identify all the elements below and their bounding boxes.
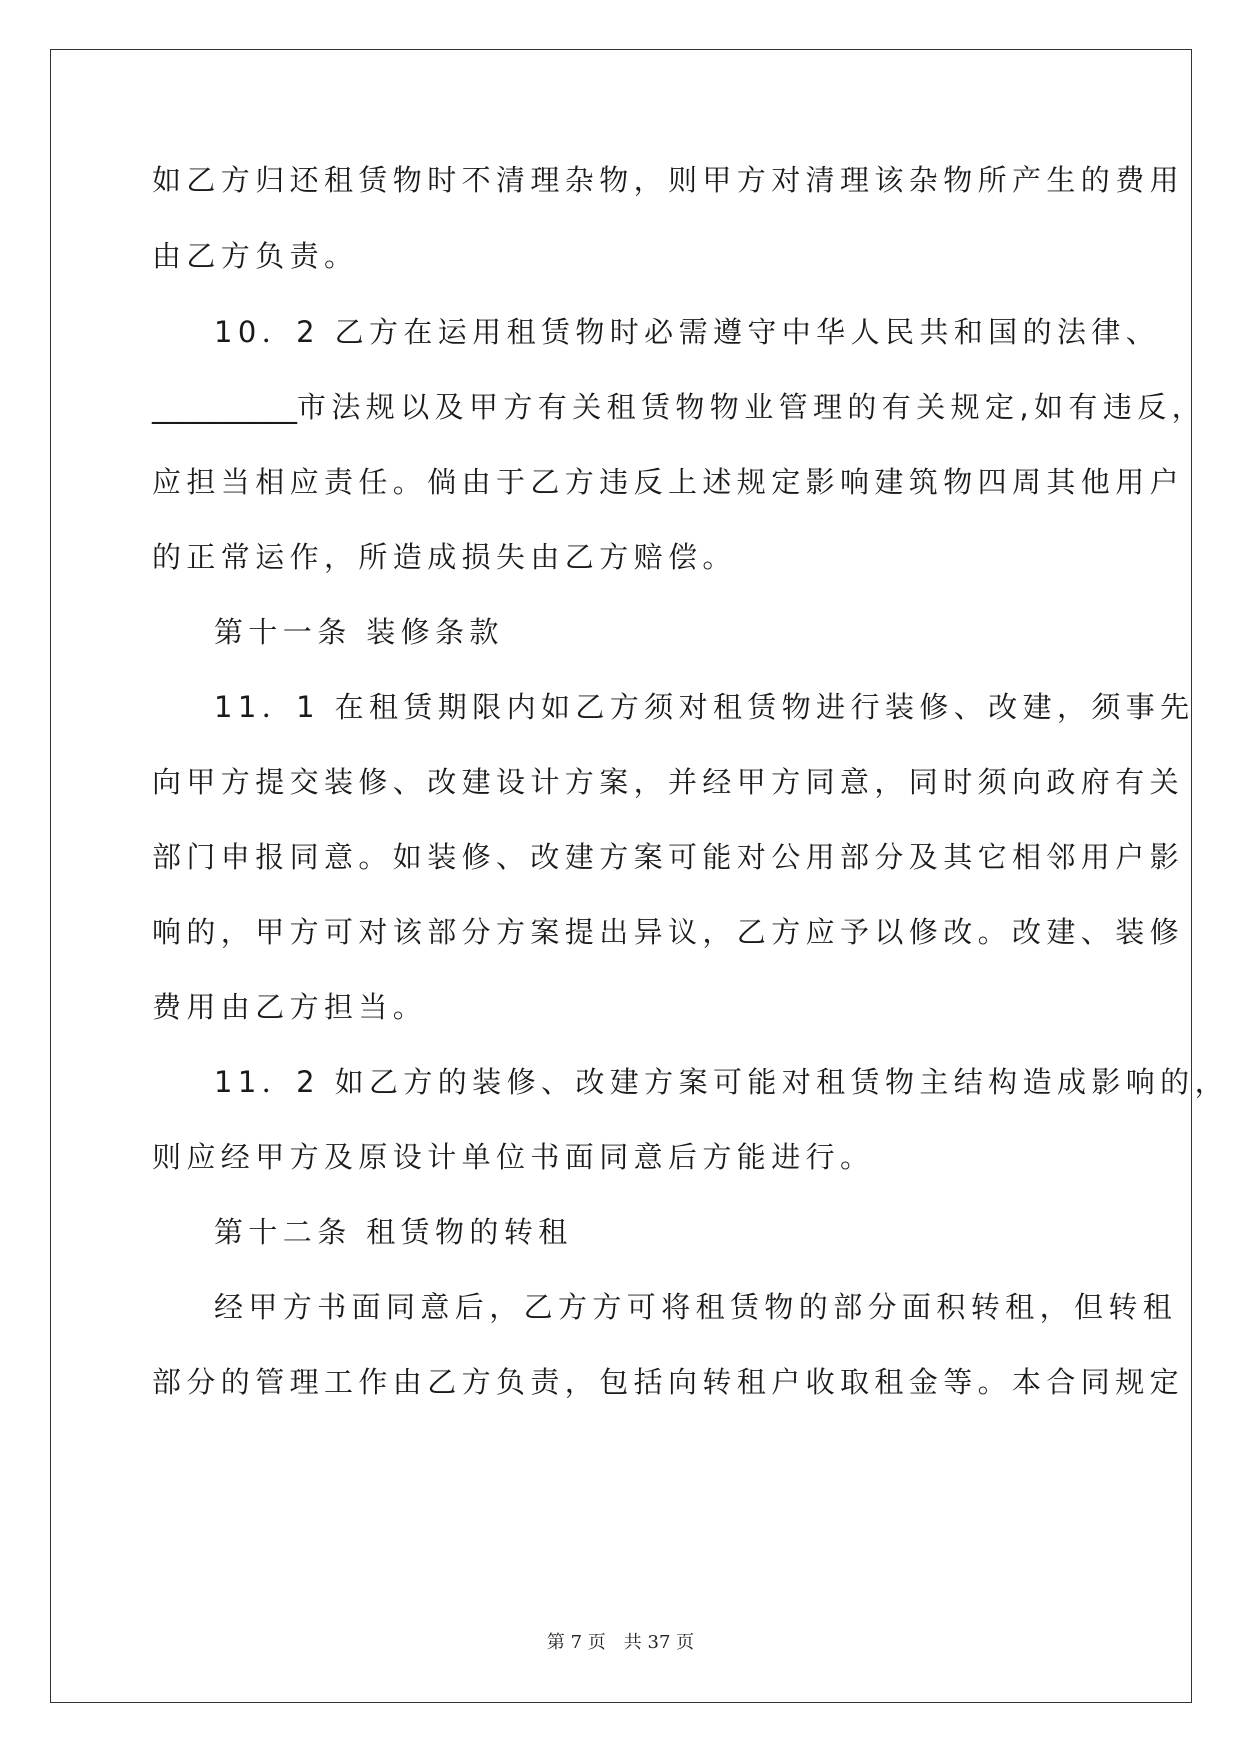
paragraph-line: 部门申报同意。如装修、改建方案可能对公用部分及其它相邻用户影 [152,840,1185,874]
page-number-footer [0,1628,1241,1654]
paragraph-line-text: 市法规以及甲方有关租赁物物业管理的有关规定,如有违反， [297,390,1207,424]
section-heading-11: 第十一条 装修条款 [214,615,504,649]
paragraph-line: 响的，甲方可对该部分方案提出异议，乙方应予以修改。改建、装修 [152,915,1185,949]
paragraph-line: 应担当相应责任。倘由于乙方违反上述规定影响建筑物四周其他用户 [152,465,1185,499]
fill-in-blank: __________ [152,390,297,424]
paragraph-line: 经甲方书面同意后，乙方方可将租赁物的部分面积转租，但转租 [214,1290,1178,1324]
paragraph-line: 向甲方提交装修、改建设计方案，并经甲方同意，同时须向政府有关 [152,765,1185,799]
paragraph-line: 如乙方归还租赁物时不清理杂物，则甲方对清理该杂物所产生的费用 [152,163,1185,197]
paragraph-line: 费用由乙方担当。 [152,990,428,1024]
paragraph-line: 由乙方负责。 [152,239,359,273]
paragraph-line: 则应经甲方及原设计单位书面同意后方能进行。 [152,1140,875,1174]
clause-11-1-line: 11．1 在租赁期限内如乙方须对租赁物进行装修、改建，须事先 [214,690,1195,724]
section-heading-12: 第十二条 租赁物的转租 [214,1215,573,1249]
clause-11-2-line: 11．2 如乙方的装修、改建方案可能对租赁物主结构造成影响的， [214,1065,1229,1099]
paragraph-line: 部分的管理工作由乙方负责，包括向转租户收取租金等。本合同规定 [152,1365,1185,1399]
paragraph-line: 的正常运作，所造成损失由乙方赔偿。 [152,540,737,574]
clause-10-2-line: 10．2 乙方在运用租赁物时必需遵守中华人民共和国的法律、 [214,315,1161,349]
page-number-label: 第 7 页 共 37 页 [546,1632,695,1653]
paragraph-line-with-blank [152,385,1206,429]
